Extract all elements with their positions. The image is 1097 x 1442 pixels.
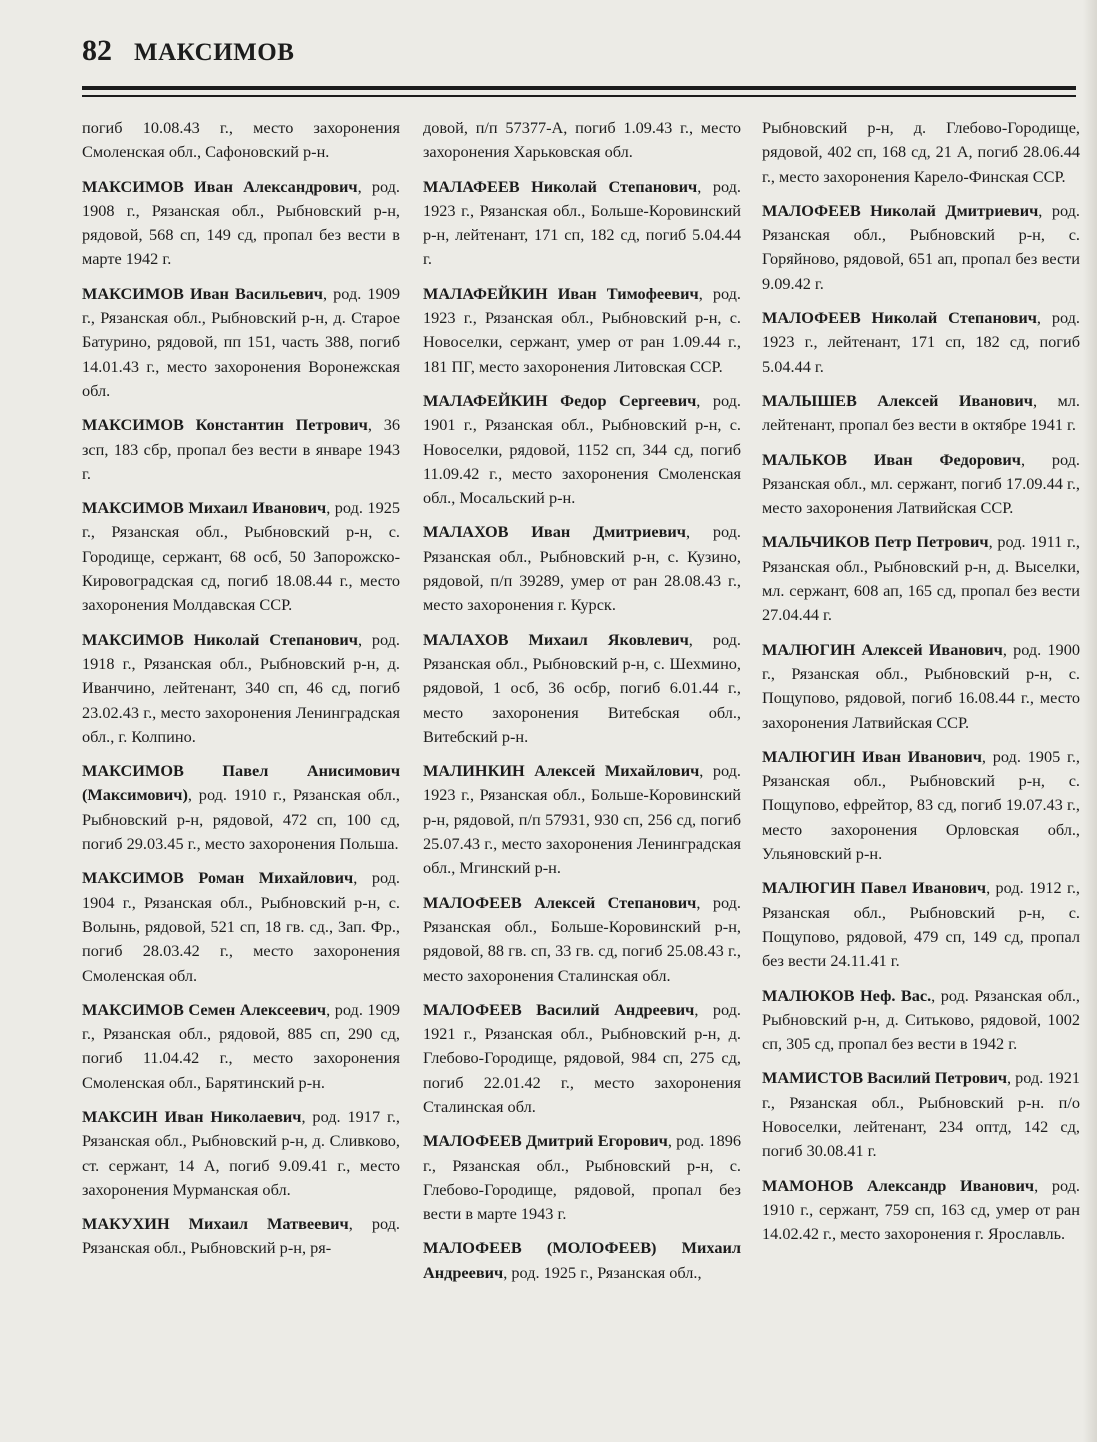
column-1 [82,116,400,1271]
entry-text: , род. 1923 г., Рязанская обл., Рыбновский р-н, с. Новоселки, сержант, умер от ран 1.09.44 г., 181 ПГ, место захоронения Литовская ССР. [423,283,741,376]
entry [82,759,400,856]
entry [762,745,1080,866]
entry-name: МАЛАФЕЙКИН Федор Сергеевич [423,390,697,410]
entry-text: погиб 10.08.43 г., место захоронения Смоленская обл., Сафоновский р-н. [82,118,400,162]
entry-text: , род. Рязанская обл., Рыбновский р-н, с. Кузино, рядовой, п/п 39289, умер от ран 28.08.43 г., место захоронения г. Курск. [423,522,741,615]
entry-text: , род. Рязанская обл., Рыбновский р-н, ря- [82,1214,401,1258]
entry-name: МАЛАФЕЙКИН Иван Тимофеевич [423,283,699,303]
entry-name: МАКСИМОВ Михаил Иванович [82,498,327,518]
entry [82,628,400,749]
entry-text: , род. 1910 г., Рязанская обл., Рыбновский р-н, рядовой, 472 сп, 100 сд, погиб 29.03.45 г., место захоронения Польша. [82,785,400,854]
entry-name: МАЛОФЕЕВ (МОЛОФЕЕВ) Михаил Андреевич [423,1238,741,1282]
page-header [82,34,294,68]
entry-text: , род. 1900 г., Рязанская обл., Рыбновский р-н, с. Пощупово, рядовой, погиб 16.08.44 г., место захоронения Латвийская ССР. [762,639,1080,732]
entry-name: МАЛОФЕЕВ Николай Дмитриевич [762,200,1039,220]
entry-text: , род. 1925 г., Рязанская обл., Рыбновский р-н, с. Городище, сержант, 68 осб, 50 Запорожско-Кировоградская сд, погиб 18.08.44 г., место захоронения Молдавская ССР. [82,498,400,615]
entry-name: МАЛОФЕЕВ Дмитрий Егорович [423,1131,668,1151]
entry [82,282,400,403]
header-rule-thin [82,95,1076,97]
column-2 [423,116,741,1295]
entry [423,759,741,880]
entry-name: МАЛИНКИН Алексей Михайлович [423,761,700,781]
entry [762,984,1080,1057]
entry-name: МАМИСТОВ Василий Петрович [762,1068,1007,1088]
entry [423,891,741,988]
page-number: 82 [82,34,112,67]
entry-name: МАКУХИН Михаил Матвеевич [82,1214,349,1234]
entry-text: , 36 зсп, 183 сбр, пропал без вести в январе 1943 г. [82,415,400,483]
entry [762,1174,1080,1247]
entry [423,1129,741,1226]
entry-name: МАМОНОВ Александр Иванович [762,1175,1035,1195]
entry-text: , род. 1905 г., Рязанская обл., Рыбновский р-н, с. Пощупово, ефрейтор, 83 сд, погиб 19.07.43 г., место захоронения Орловская обл., Ульяновский р-н. [762,746,1080,864]
entry [423,282,741,379]
entry [82,413,400,486]
entry-name: МАЛОФЕЕВ Василий Андреевич [423,999,695,1019]
entry-text: , род. 1896 г., Рязанская обл., Рыбновский р-н, с. Глебово-Городище, рядовой, пропал без вести в марте 1943 г. [423,1131,741,1224]
entry [423,628,741,749]
entry-name: МАЛЬКОВ Иван Федорович [762,449,1021,469]
entry-text: , мл. лейтенант, пропал без вести в октябре 1941 г. [762,390,1080,435]
entry [762,389,1080,438]
entry [762,199,1080,296]
entry-name: МАЛОФЕЕВ Алексей Степанович [423,892,697,912]
entry [423,175,741,272]
entry-name: МАКСИМОВ Семен Алексеевич [82,999,327,1019]
entry-name: МАЛОФЕЕВ Николай Степанович [762,308,1037,328]
entry-text: , род. 1912 г., Рязанская обл., Рыбновский р-н, с. Пощупово, рядовой, 479 сп, 149 сд, пропал без вести 24.11.41 г. [762,878,1080,971]
entry-name: МАЛЮГИН Павел Иванович [762,878,987,898]
entry-name: МАЛЫШЕВ Алексей Иванович [762,390,1033,410]
entry [82,1105,400,1202]
entry-name: МАКСИМОВ Иван Александрович [82,176,358,196]
entry-text: , род. 1923 г., Рязанская обл., Больше-Коровинский р-н, рядовой, п/п 57931, 930 сп, 256 сд, погиб 25.07.43 г., место захоронения Ленинградская обл., Мгинский р-н. [423,761,741,878]
entry-text: , род. 1901 г., Рязанская обл., Рыбновский р-н, с. Новоселки, рядовой, 1152 сп, 344 сд, погиб 11.09.42 г., место захоронения Смоленская обл., Мосальский р-н. [423,390,741,508]
entry [423,1236,741,1285]
entry-text: , род. Рязанская обл., Рыбновский р-н, с. Горяйново, рядовой, 651 ап, пропал без вести 9.09.42 г. [762,200,1080,293]
entry-text: , род. 1909 г., Рязанская обл., Рыбновский р-н, д. Старое Батурино, рядовой, пп 151, часть 388, погиб 14.01.43 г., место захоронения Воронежская обл. [82,283,400,400]
entry [82,1212,400,1261]
entry [762,1066,1080,1163]
entry-text: Рыбновский р-н, д. Глебово-Городище, рядовой, 402 сп, 168 сд, 21 А, погиб 28.06.44 г., место захоронения Карело-Финская ССР. [762,118,1080,186]
entry-text: , род. 1904 г., Рязанская обл., Рыбновский р-н, с. Волынь, рядовой, 521 сп, 18 гв. сд., Зап. Фр., погиб 28.03.42 г., место захоронения Смоленская обл. [82,868,400,985]
entry-text: , род. 1921 г., Рязанская обл., Рыбновский р-н. п/о Новоселки, лейтенант, 234 оптд, 142 сд, погиб 30.08.41 г. [762,1068,1080,1161]
entry [762,306,1080,379]
entry-name: МАЛАФЕЕВ Николай Степанович [423,176,698,196]
entry-text: , род. Рязанская обл., Рыбновский р-н, с. Шехмино, рядовой, 1 осб, 36 осбр, погиб 6.01.44 г., место захоронения Витебская обл., Витебский р-н. [423,629,741,746]
entry-text: , род. 1909 г., Рязанская обл., рядовой, 885 сп, 290 сд, погиб 11.04.42 г., место захоронения Смоленская обл., Барятинский р-н. [82,999,400,1092]
entry-text: , род. Рязанская обл., Больше-Коровинский р-н, рядовой, 88 гв. сп, 33 гв. сд, погиб 25.08.43 г., место захоронения Сталинская обл. [423,892,741,985]
entry [762,876,1080,973]
entry-text: довой, п/п 57377-А, погиб 1.09.43 г., место захоронения Харьковская обл. [423,118,741,162]
entry-text: , род. 1921 г., Рязанская обл., Рыбновский р-н, д. Глебово-Городище, рядовой, 984 сп, 275 сд, погиб 22.01.42 г., место захоронения Сталинская обл. [423,999,741,1116]
entry-name: МАЛЮКОВ Неф. Вас. [762,985,932,1005]
entry [82,866,400,987]
entry-text: , род. 1908 г., Рязанская обл., Рыбновский р-н, рядовой, 568 сп, 149 сд, пропал без вести в марте 1942 г. [82,176,400,269]
entry-name: МАЛЬЧИКОВ Петр Петрович [762,532,989,552]
entry-name: МАКСИМОВ Иван Васильевич [82,283,323,303]
entry [82,175,400,272]
entry-text: , род. 1923 г., Рязанская обл., Больше-Коровинский р-н, лейтенант, 171 сп, 182 сд, погиб 5.04.44 г. [423,176,741,269]
entry [762,448,1080,521]
entry-name: МАЛЮГИН Алексей Иванович [762,639,1003,659]
entry [423,116,741,165]
entry-text: , род. 1918 г., Рязанская обл., Рыбновский р-н, д. Иванчино, лейтенант, 340 сп, 46 сд, погиб 23.02.43 г., место захоронения Ленинградская обл., г. Колпино. [82,629,400,746]
entry-name: МАКСИМОВ Роман Михайлович [82,868,354,888]
entry-text: , род. 1925 г., Рязанская обл., [503,1262,702,1282]
entry-name: МАЛЮГИН Иван Иванович [762,746,982,766]
entry-name: МАЛАХОВ Иван Дмитриевич [423,522,686,542]
entry-text: , род. 1923 г., лейтенант, 171 сп, 182 сд, погиб 5.04.44 г. [762,308,1080,376]
entry [82,496,400,617]
entry [762,116,1080,189]
entry [423,998,741,1119]
entry-name: МАЛАХОВ Михаил Яковлевич [423,629,689,649]
entry-text: , род. 1910 г., сержант, 759 сп, 163 сд, умер от ран 14.02.42 г., место захоронения г. Ярославль. [762,1175,1080,1244]
entry-text: , род. Рязанская обл., Рыбновский р-н, д. Ситьково, рядовой, 1002 сп, 305 сд, пропал без вести в 1942 г. [762,985,1080,1054]
entry [82,998,400,1095]
entry-name: МАКСИМОВ Павел Анисимович (Максимович) [82,761,400,805]
entry [82,116,400,165]
page-edge-shadow [1083,0,1097,1442]
entry-text: , род. 1917 г., Рязанская обл., Рыбновский р-н, д. Сливково, ст. сержант, 14 А, погиб 9.09.41 г., место захоронения Мурманская обл. [82,1106,400,1199]
entry-name: МАКСИН Иван Николаевич [82,1106,302,1126]
entry-text: , род. Рязанская обл., мл. сержант, погиб 17.09.44 г., место захоронения Латвийская ССР. [762,449,1080,518]
entry [423,389,741,510]
running-title: МАКСИМОВ [134,39,295,66]
entry-name: МАКСИМОВ Николай Степанович [82,629,358,649]
entry [423,520,741,617]
entry [762,638,1080,735]
entry-text: , род. 1911 г., Рязанская обл., Рыбновский р-н, д. Выселки, мл. сержант, 608 ап, 165 сд, пропал без вести 27.04.44 г. [762,532,1080,625]
entry [762,530,1080,627]
column-3 [762,116,1080,1256]
header-rule-thick [82,86,1076,90]
entry-name: МАКСИМОВ Константин Петрович [82,415,368,435]
